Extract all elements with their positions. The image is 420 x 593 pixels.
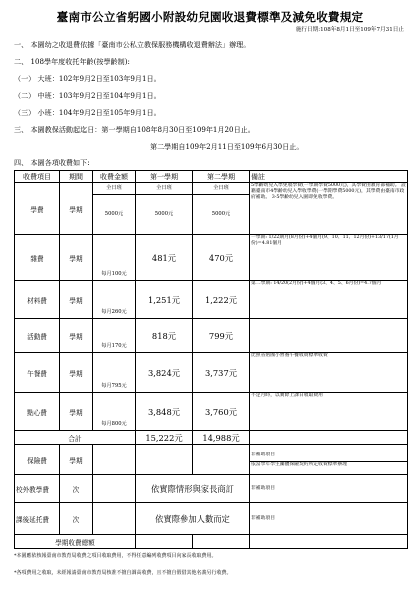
activity-name: 活動費 [15, 319, 60, 353]
lunch-amount: 每月795元 [93, 353, 136, 393]
tuition-fullday-label-sem2: 全日班 [193, 183, 250, 195]
age-middle-class: （二） 中班：103年9月2日至104年9月1日。 [14, 91, 161, 100]
fee-table [14, 170, 408, 549]
material-remark: 第二學期: 14/20(2月份)+4個月(3、4、5、6月份)=4.7個月 [250, 281, 408, 319]
grand-total-sem1 [136, 535, 193, 549]
tuition-name: 學費 [15, 183, 60, 235]
afterschool-desc: 依實際參加人數而定 [136, 503, 250, 535]
trip-remark: 非補助項目 [250, 475, 408, 503]
afterschool-amount [93, 503, 136, 535]
activity-sem1: 818元 [136, 319, 193, 353]
document-title: 臺南市公立省躬國小附設幼兒園收退費標準及減免收費規定 [56, 10, 364, 24]
misc-period: 學期 [60, 235, 93, 281]
total-sem2: 14,988元 [193, 431, 250, 445]
material-sem1: 1,251元 [136, 281, 193, 319]
activity-period: 學期 [60, 319, 93, 353]
total-sem1: 15,222元 [136, 431, 193, 445]
lunch-sem1: 3,824元 [136, 353, 193, 393]
item-three: 三、 本園教保活動起迄日：第一學期自108年8月30日至109年1月20日止。 [14, 125, 255, 134]
header-period: 期間 [60, 171, 93, 183]
insurance-sem2 [193, 445, 250, 475]
total-remark [250, 431, 408, 445]
footnote-2: *各項費用之收取，未經報請臺南市教育局核准不擅自調高收費，且不擅自假借其他名義另行收費。 [14, 570, 232, 576]
snack-sem1: 3,848元 [136, 393, 193, 431]
table-row-activity [15, 319, 408, 353]
table-row-tuition [15, 183, 408, 195]
misc-amount: 每月100元 [93, 235, 136, 281]
tuition-remark: 5學齡幼兒入學免收學費(一學期學費5000元)，其學費由教育部補助。 設籍臺南市4學齡幼兒入學收學費(一學期學費5000元)，其學費由臺南市政府補助。 3-5學齡幼兒入園即免收學費。 [250, 183, 408, 235]
misc-sem2: 470元 [193, 235, 250, 281]
insurance-amount [93, 445, 136, 475]
insurance-remark-1: 非補助項目 [250, 452, 407, 462]
table-row-misc [15, 235, 408, 281]
age-large-class: （一） 大班：102年9月2日至103年9月1日。 [14, 74, 161, 83]
table-header-row [15, 171, 408, 183]
item-one: 一、 本園幼之收退費依據「臺南市公私立教保服務機構收退費辦法」辦理。 [14, 40, 251, 49]
header-remark: 備註 [250, 171, 408, 183]
header-item: 收費項目 [15, 171, 60, 183]
material-sem2: 1,222元 [193, 281, 250, 319]
effective-period: 施行日期:108年8月1日至109年7月31日止 [295, 27, 404, 33]
tuition-fullday-label-sem1: 全日班 [136, 183, 193, 195]
item-three-second-semester: 第二學期自109年2月11日至109年6月30日止。 [150, 142, 304, 151]
table-row-snack [15, 393, 408, 431]
tuition-fullday-label: 全日班 [93, 183, 136, 195]
tuition-period: 學期 [60, 183, 93, 235]
insurance-name: 保險費 [15, 445, 60, 475]
table-row-lunch [15, 353, 408, 393]
total-label: 合計 [15, 431, 136, 445]
grand-total-label: 學期收費總額 [15, 535, 136, 549]
misc-remark: 一學期: 1/22期月(8月份)+4個月(9、10、11、12月份)+13/17(1月份)=4.81個月 [250, 235, 408, 281]
material-name: 材料費 [15, 281, 60, 319]
table-row-grand-total [15, 535, 408, 549]
trip-desc: 依實際情形與家長商訂 [136, 475, 250, 503]
afterschool-name: 課後延托費 [15, 503, 60, 535]
item-four: 四、 本園各項收費如下: [14, 158, 90, 167]
snack-sem2: 3,760元 [193, 393, 250, 431]
table-row-trip [15, 475, 408, 503]
snack-name: 點心費 [15, 393, 60, 431]
afterschool-remark: 非補助項目 [250, 503, 408, 535]
lunch-sem2: 3,737元 [193, 353, 250, 393]
insurance-sem1 [136, 445, 193, 475]
header-semester-2: 第二學期 [193, 171, 250, 183]
tuition-sem2: 5000元 [193, 195, 250, 235]
activity-remark [250, 319, 408, 353]
tuition-amount: 5000元 [93, 195, 136, 235]
tuition-sem1: 5000元 [136, 195, 193, 235]
header-semester-1: 第一學期 [136, 171, 193, 183]
insurance-period: 學期 [60, 445, 93, 475]
activity-sem2: 799元 [193, 319, 250, 353]
activity-amount: 每月170元 [93, 319, 136, 353]
insurance-remark-2: 依當學年學生團體保險契約所定收費標準辦理 [251, 461, 347, 467]
footnote-1: *本園應依核報臺南市教育局收費之項目收取費用，不得任意編列收費項目向家長收取費用。 [14, 553, 217, 559]
grand-total-sem2 [193, 535, 250, 549]
trip-period: 次 [60, 475, 93, 503]
material-amount: 每月260元 [93, 281, 136, 319]
lunch-remark: 比照省躬國小營養午餐收費標準收費 [250, 353, 408, 393]
lunch-period: 學期 [60, 353, 93, 393]
table-row-insurance [15, 445, 408, 475]
afterschool-period: 次 [60, 503, 93, 535]
insurance-remark-subtable [250, 452, 407, 468]
age-small-class: （三） 小班：104年9月2日至105年9月1日。 [14, 108, 161, 117]
table-row-material [15, 281, 408, 319]
trip-name: 校外教學費 [15, 475, 60, 503]
trip-amount [93, 475, 136, 503]
misc-sem1: 481元 [136, 235, 193, 281]
misc-name: 雜費 [15, 235, 60, 281]
snack-remark: 不足月時，以實際上課日收取費用 [250, 393, 408, 431]
grand-total-remark [250, 535, 408, 549]
lunch-name: 午餐費 [15, 353, 60, 393]
table-row-total [15, 431, 408, 445]
material-period: 學期 [60, 281, 93, 319]
table-row-afterschool [15, 503, 408, 535]
header-amount: 收費金額 [93, 171, 136, 183]
item-two: 二、 108學年度收托年齡(按學齡制): [14, 57, 130, 66]
insurance-remark-cell [250, 445, 408, 475]
snack-amount: 每月800元 [93, 393, 136, 431]
snack-period: 學期 [60, 393, 93, 431]
